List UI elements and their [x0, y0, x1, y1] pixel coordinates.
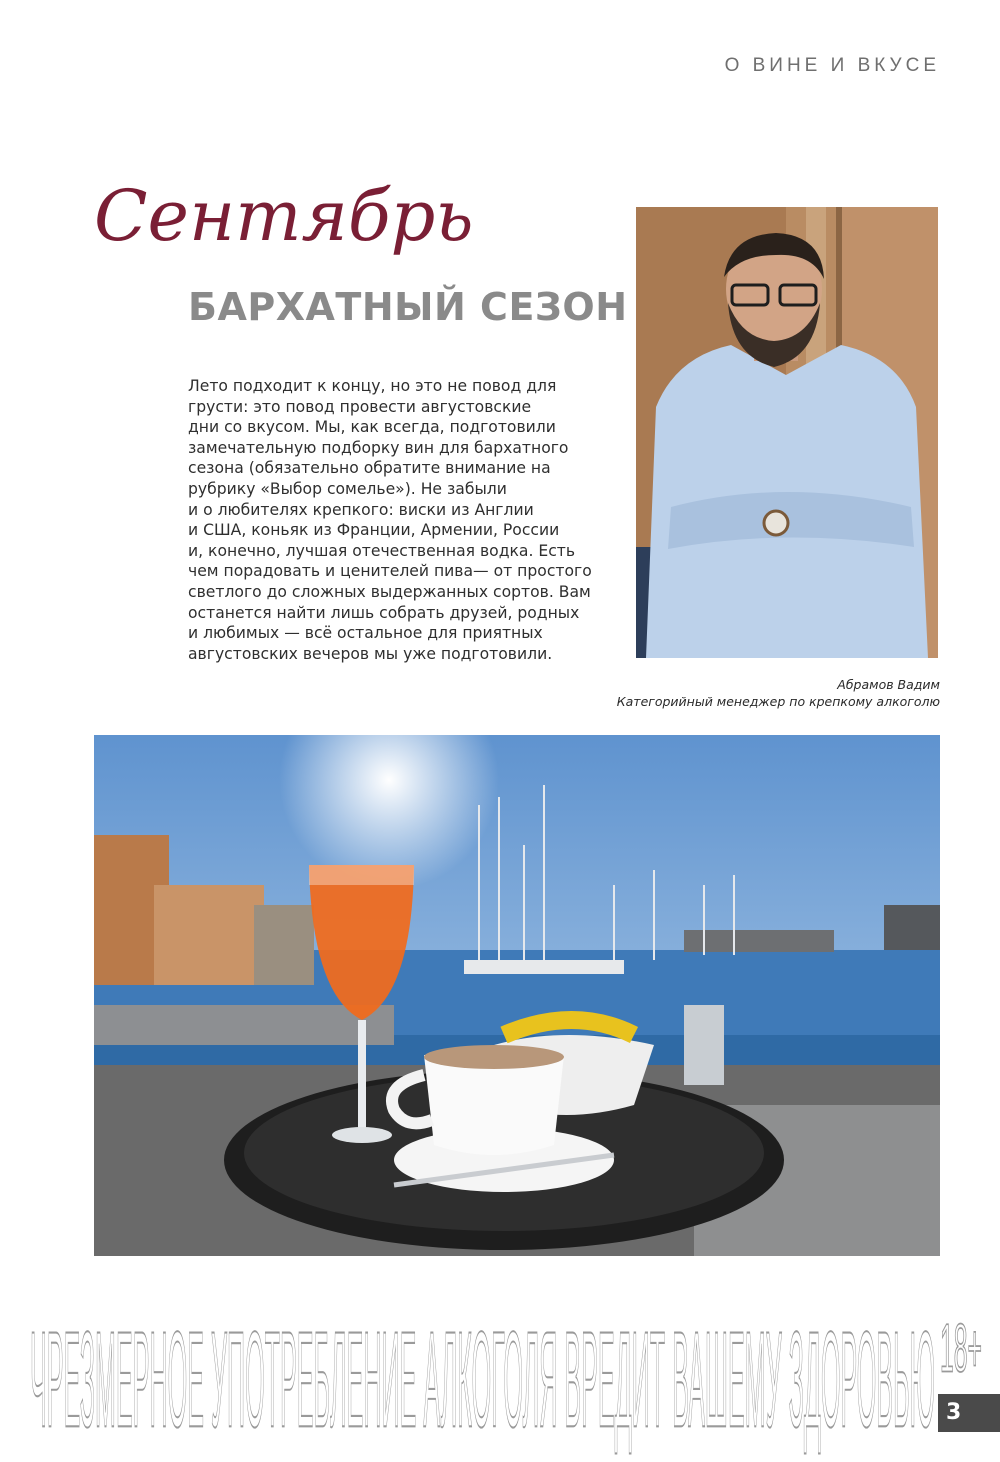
article-body: [188, 376, 618, 664]
body-line: светлого до сложных выдержанных сортов. Вам: [188, 582, 591, 601]
page-number: 3: [938, 1394, 1000, 1432]
body-line: грусти: это повод провести августовские: [188, 397, 532, 416]
body-line: сезона (обязательно обратите внимание на: [188, 459, 551, 478]
body-line: чем порадовать и ценителей пива— от простого: [188, 562, 592, 581]
body-line: августовских вечеров мы уже подготовили.: [188, 644, 553, 663]
body-line: останется найти лишь собрать друзей, родных: [188, 603, 580, 622]
caption-role: Категорийный менеджер по крепкому алкоголю: [616, 694, 940, 709]
portrait-photo: [636, 207, 938, 658]
script-title: [90, 160, 474, 270]
headline: БАРХАТНЫЙ СЕЗОН: [188, 285, 628, 329]
body-line: и, конечно, лучшая отечественная водка. Есть: [188, 541, 576, 560]
portrait-caption: [617, 676, 940, 710]
caption-name: Абрамов Вадим: [837, 677, 940, 692]
body-line: рубрику «Выбор сомелье»). Не забыли: [188, 479, 507, 498]
harbor-photo: [94, 735, 940, 1256]
body-line: и о любителях крепкого: виски из Англии: [188, 500, 534, 519]
body-line: Лето подходит к концу, но это не повод для: [188, 377, 557, 395]
body-line: и США, коньяк из Франции, Армении, России: [188, 521, 560, 540]
body-line: и любимых — всё остальное для приятных: [188, 624, 543, 643]
script-title-text: Сентябрь: [94, 175, 474, 257]
age-rating-text: 18+: [940, 1310, 982, 1388]
health-warning-text: ЧРЕЗМЕРНОЕ УПОТРЕБЛЕНИЕ АЛКОГОЛЯ ВРЕДИТ ВАШЕМУ ЗДОРОВЬЮ: [30, 1303, 935, 1457]
body-line: дни со вкусом. Мы, как всегда, подготовили: [188, 418, 556, 437]
age-rating: [940, 1298, 984, 1388]
section-label: О ВИНЕ И ВКУСЕ: [724, 55, 940, 76]
health-warning: [30, 1290, 940, 1457]
body-line: замечательную подборку вин для бархатного: [188, 438, 569, 457]
